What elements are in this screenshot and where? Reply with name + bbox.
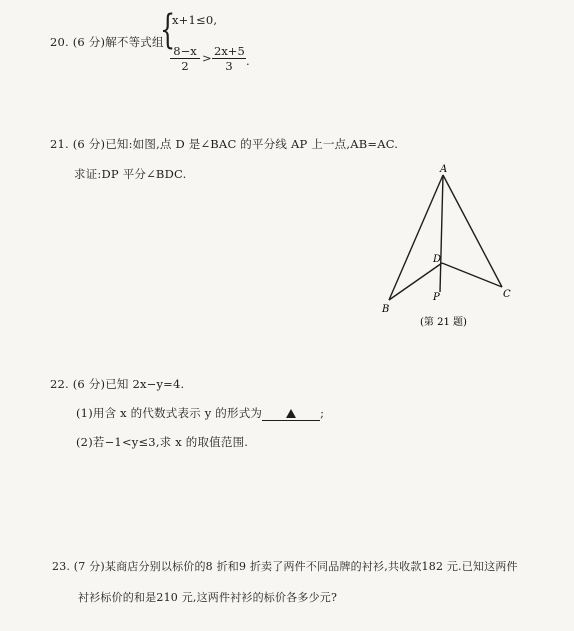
figure-caption: (第 21 题)	[420, 317, 467, 328]
q23-statement-line-1: 23. (7 分)某商店分别以标价的8 折和9 折卖了两件不同品牌的衬衫,共收款182 元.已知这两件	[52, 560, 518, 573]
q22-part-2: (2)若−1<y≤3,求 x 的取值范围.	[76, 435, 249, 449]
point-P-label: P	[433, 292, 440, 303]
q20-fraction-2-numerator: 2x+5	[214, 44, 245, 58]
q21-statement: 21. (6 分)已知:如图,点 D 是∠BAC 的平分线 AP 上一点,AB=AC.	[50, 137, 399, 151]
triangle-icon	[286, 409, 296, 418]
segment-DB	[389, 263, 442, 300]
q20-fraction-1	[170, 44, 200, 73]
q22-statement: 22. (6 分)已知 2x−y=4.	[50, 377, 185, 391]
q22-part-1	[76, 405, 324, 421]
q22-part-1-suffix: ;	[320, 406, 325, 420]
q20-period: .	[246, 54, 250, 68]
answer-blank[interactable]	[262, 406, 320, 421]
q20-greater-than: >	[202, 51, 212, 65]
q22-part-1-text: (1)用含 x 的代数式表示 y 的形式为	[76, 406, 263, 420]
point-D-label: D	[433, 254, 442, 265]
q20-fraction-1-numerator: 8−x	[170, 44, 200, 59]
q20-fraction-2-denominator: 3	[225, 59, 233, 73]
point-A-label: A	[440, 164, 448, 175]
segment-DC	[442, 263, 502, 287]
system-brace: {	[160, 7, 176, 53]
q20-fraction-1-denominator: 2	[181, 59, 189, 73]
segment-AB	[389, 175, 443, 300]
segment-AP	[440, 175, 443, 292]
point-C-label: C	[503, 289, 511, 300]
q20-inequality-1: x+1≤0,	[172, 13, 218, 27]
q20-fraction-2	[212, 44, 246, 73]
q23-statement-line-2: 衬衫标价的和是210 元,这两件衬衫的标价各多少元?	[78, 591, 338, 604]
q21-prove: 求证:DP 平分∠BDC.	[74, 167, 187, 181]
q20-label: 20. (6 分)解不等式组	[50, 35, 164, 49]
segment-AC	[443, 175, 502, 287]
point-B-label: B	[382, 304, 390, 315]
